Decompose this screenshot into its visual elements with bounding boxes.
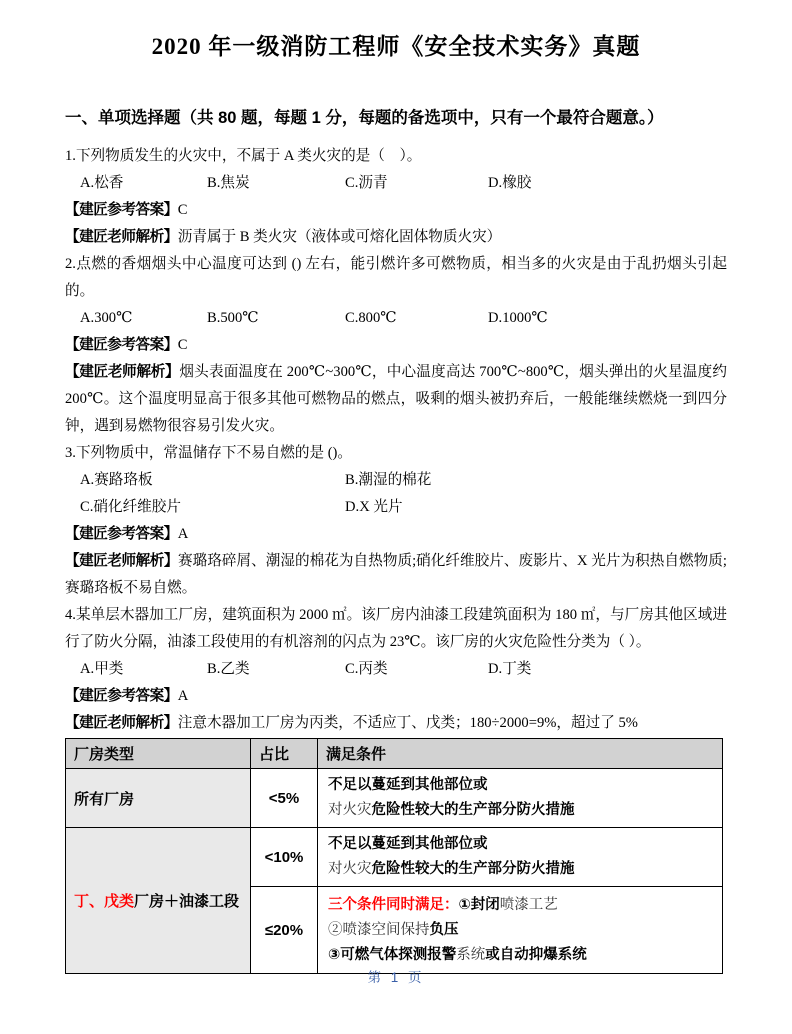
question-stem: 2.点燃的香烟烟头中心温度可达到 () 左右，能引燃许多可燃物质，相当多的火灾是由于乱扔烟头引起的。 xyxy=(65,256,727,299)
condition-text: 对火灾 xyxy=(328,802,372,818)
question-3 xyxy=(65,440,727,602)
option-d: D.丁类 xyxy=(488,661,532,677)
table-row xyxy=(66,828,723,887)
answer-label: 【建匠参考答案】 xyxy=(65,526,178,542)
option-a: A.甲类 xyxy=(80,661,124,677)
option-c: C.沥青 xyxy=(345,175,388,191)
explanation-text: 赛璐珞碎屑、潮湿的棉花为自热物质;硝化纤维胶片、废影片、X 光片为积热自燃物质;赛璐珞板不易自燃。 xyxy=(65,553,727,596)
page-title: 2020 年一级消防工程师《安全技术实务》真题 xyxy=(151,34,641,59)
option-a: A.300℃ xyxy=(80,310,133,326)
answer-line xyxy=(65,197,727,224)
question-2 xyxy=(65,251,727,440)
condition-lead-red: 三个条件同时满足： xyxy=(328,896,459,913)
table-row xyxy=(66,769,723,828)
option-d: D.橡胶 xyxy=(488,175,532,191)
table-header-row xyxy=(66,739,723,769)
option-d: D.1000℃ xyxy=(488,310,548,326)
explanation-label: 【建匠老师解析】 xyxy=(65,715,178,731)
answer-line xyxy=(65,521,727,548)
condition-cell xyxy=(318,828,723,887)
condition-cell xyxy=(318,887,723,974)
explanation-label: 【建匠老师解析】 xyxy=(65,364,180,380)
question-1 xyxy=(65,143,727,251)
condition-text: 对火灾 xyxy=(328,861,372,877)
answer-label: 【建匠参考答案】 xyxy=(65,688,178,704)
factory-type-text: 厂房＋油漆工段 xyxy=(134,893,240,910)
condition-text: ③可燃气体探测报警 xyxy=(328,946,457,963)
section-heading: 一、单项选择题（共 80 题，每题 1 分，每题的备选项中，只有一个最符合题意。） xyxy=(65,109,664,127)
ratio-cell: <5% xyxy=(251,769,318,828)
option-c: C.800℃ xyxy=(345,310,397,326)
condition-text: 不足以蔓延到其他部位或 xyxy=(328,836,488,852)
condition-text: 或自动抑爆系统 xyxy=(485,946,587,963)
condition-text: 负压 xyxy=(429,921,459,938)
column-header-ratio: 占比 xyxy=(251,739,318,769)
option-b: B.焦炭 xyxy=(207,175,250,191)
option-b: B.500℃ xyxy=(207,310,259,326)
column-header-condition: 满足条件 xyxy=(318,739,723,769)
answer-line xyxy=(65,332,727,359)
explanation-line xyxy=(65,548,727,602)
option-b: B.潮湿的棉花 xyxy=(345,472,432,488)
options-row xyxy=(65,305,727,332)
factory-type-cell: 所有厂房 xyxy=(66,769,251,828)
explanation-text: 沥青属于 B 类火灾（液体或可熔化固体物质火灾） xyxy=(177,229,502,245)
answer-line xyxy=(65,683,727,710)
condition-text: ②喷漆空间保持 xyxy=(328,921,430,938)
condition-text: 系统 xyxy=(456,946,486,963)
option-c: C.硝化纤维胶片 xyxy=(80,499,181,515)
condition-cell xyxy=(318,769,723,828)
condition-text: 不足以蔓延到其他部位或 xyxy=(328,777,488,793)
explanation-label: 【建匠老师解析】 xyxy=(65,553,179,569)
explanation-text: 注意木器加工厂房为丙类，不适应丁、戊类；180÷2000=9%，超过了 5% xyxy=(177,715,638,731)
ratio-cell: <10% xyxy=(251,828,318,887)
questions-area xyxy=(65,143,727,974)
condition-text: ①封闭 xyxy=(458,896,500,913)
factory-type-cell xyxy=(66,828,251,974)
question-stem: 1.下列物质发生的火灾中，不属于 A 类火灾的是（ ）。 xyxy=(65,148,422,164)
condition-text: 喷漆工艺 xyxy=(499,896,558,913)
options-row xyxy=(65,494,727,521)
factory-type-highlight: 丁、戊类 xyxy=(74,893,135,910)
condition-text: 危险性较大的生产部分防火措施 xyxy=(371,861,575,877)
factory-classification-table xyxy=(65,738,723,974)
answer-value: A xyxy=(177,688,189,704)
answer-label: 【建匠参考答案】 xyxy=(65,337,178,353)
explanation-line xyxy=(65,224,727,251)
ratio-cell: ≤20% xyxy=(251,887,318,974)
answer-value: C xyxy=(177,202,188,218)
page-number: 第 1 页 xyxy=(367,970,425,985)
options-row xyxy=(65,467,727,494)
answer-label: 【建匠参考答案】 xyxy=(65,202,178,218)
column-header-factory-type: 厂房类型 xyxy=(66,739,251,769)
condition-text: 危险性较大的生产部分防火措施 xyxy=(371,802,575,818)
explanation-text: 烟头表面温度在 200℃~300℃，中心温度高达 700℃~800℃，烟头弹出的火星温度约 200℃。这个温度明显高于很多其他可燃物品的燃点，吸剩的烟头被扔弃后，一般能继续燃烧一到四分钟，遇到易燃物很容易引发火灾。 xyxy=(65,364,727,434)
explanation-line xyxy=(65,359,727,440)
option-a: A.松香 xyxy=(80,175,124,191)
option-b: B.乙类 xyxy=(207,661,250,677)
explanation-label: 【建匠老师解析】 xyxy=(65,229,178,245)
option-c: C.丙类 xyxy=(345,661,388,677)
options-row xyxy=(65,656,727,683)
answer-value: C xyxy=(177,337,188,353)
options-row xyxy=(65,170,727,197)
question-4 xyxy=(65,602,727,737)
question-stem: 3.下列物质中，常温储存下不易自燃的是 ()。 xyxy=(65,445,353,461)
option-a: A.赛路珞板 xyxy=(80,472,153,488)
explanation-line xyxy=(65,710,727,737)
question-stem: 4.某单层木器加工厂房，建筑面积为 2000 ㎡。该厂房内油漆工段建筑面积为 180 ㎡，与厂房其他区域进行了防火分隔，油漆工段使用的有机溶剂的闪点为 23℃。该厂房的火灾危险性分类为（ ）。 xyxy=(65,607,727,650)
option-d: D.X 光片 xyxy=(345,499,403,515)
answer-value: A xyxy=(177,526,189,542)
